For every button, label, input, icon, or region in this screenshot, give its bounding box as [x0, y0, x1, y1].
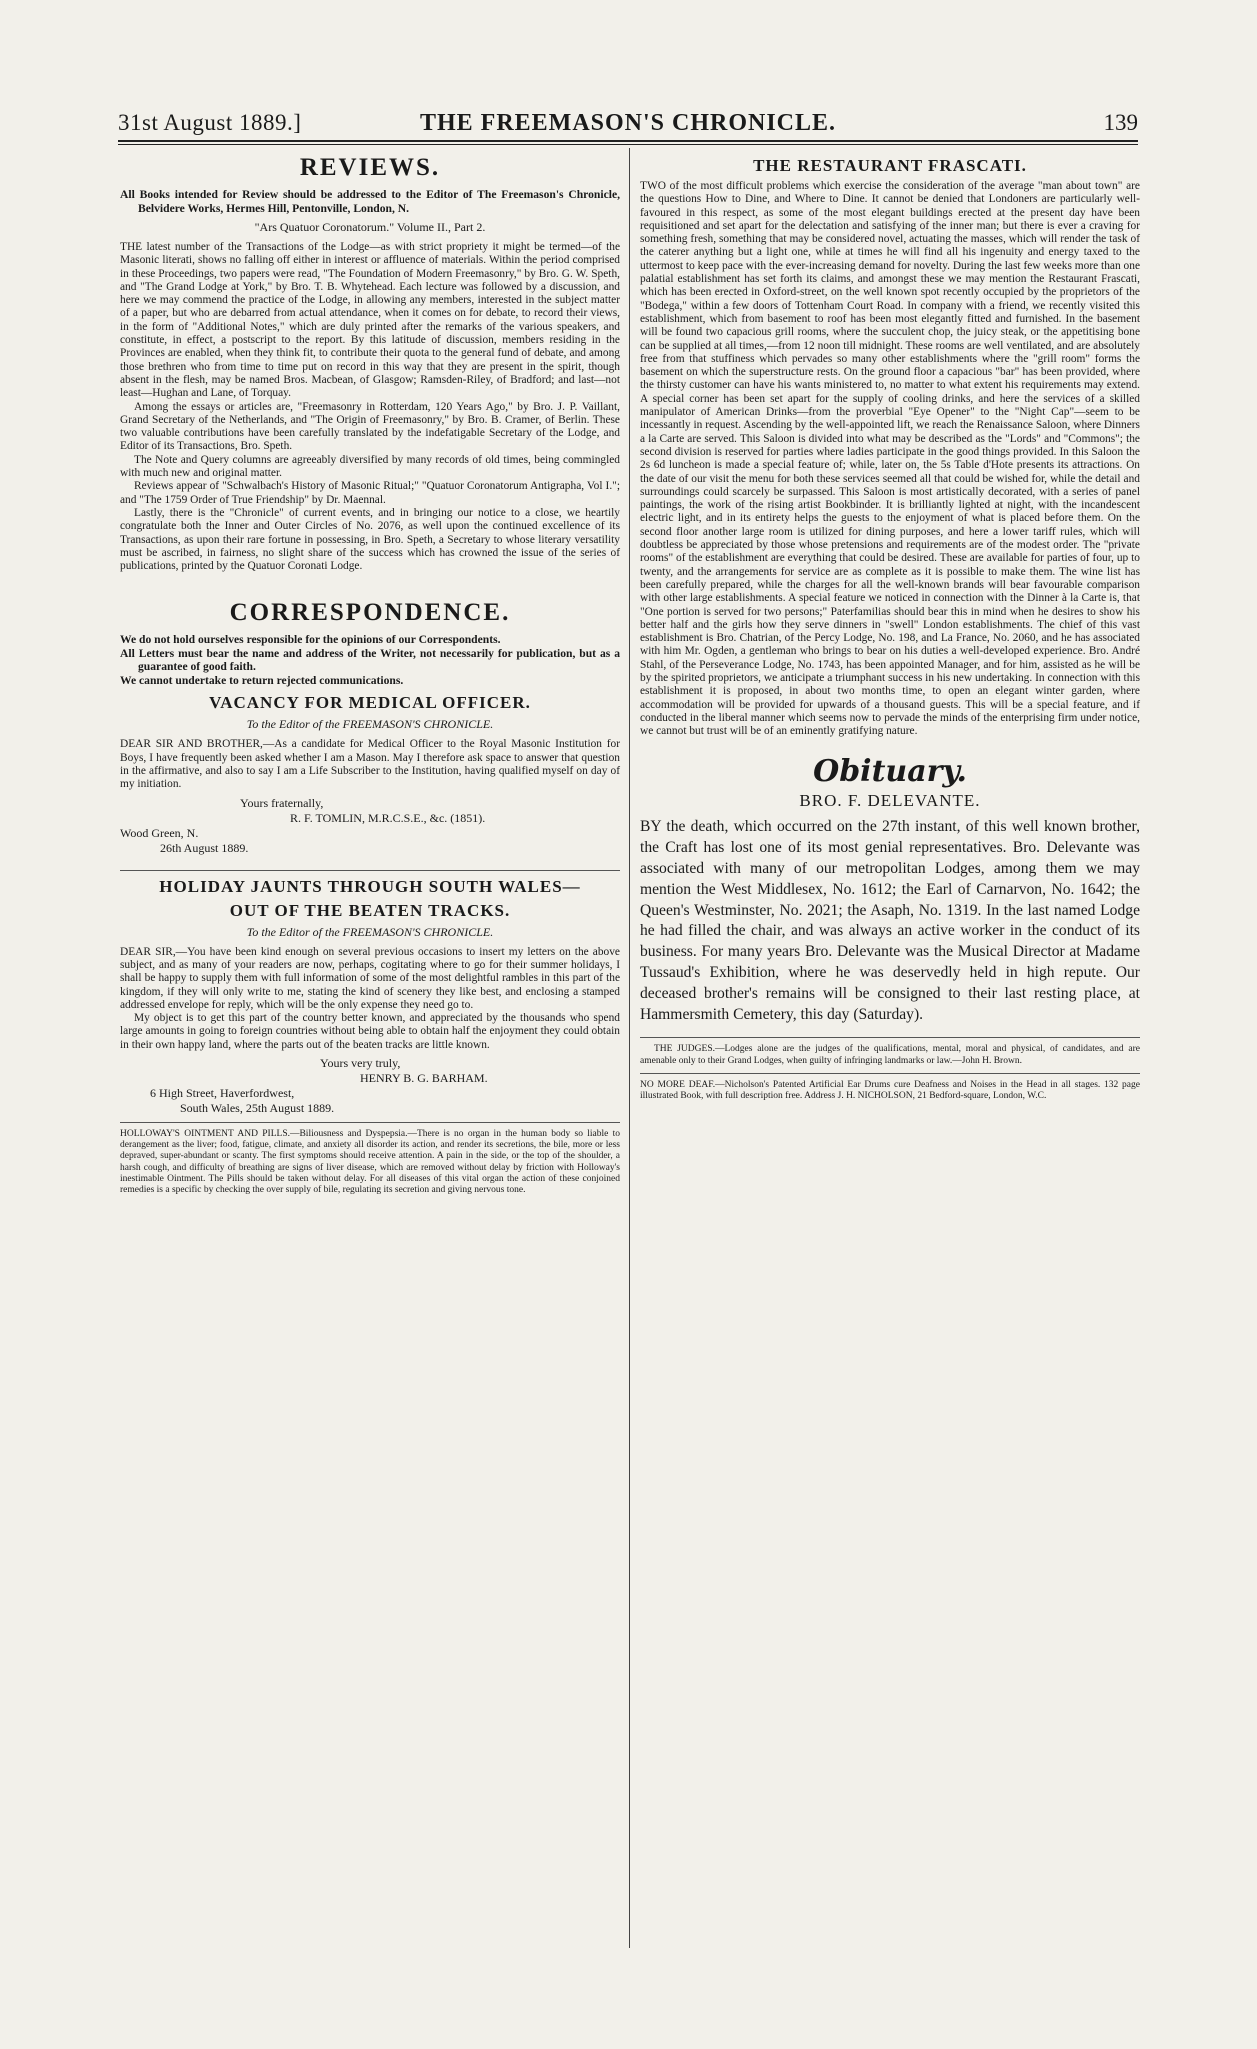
holiday-heading-line-1: HOLIDAY JAUNTS THROUGH SOUTH WALES— [159, 876, 581, 896]
correspondence-heading: CORRESPONDENCE. [229, 599, 511, 627]
section-divider [120, 870, 620, 871]
holiday-paragraph: My object is to get this part of the country better known, and appreciated by the thousands who spend large amounts in going to foreign countries without being able to obtain half the enjoyment they could obtain in their own happy land, where the parts out of the beaten tracks are little known. [120, 1012, 620, 1051]
vacancy-signature: R. F. TOMLIN, M.R.C.S.E., &c. (1851). [290, 810, 486, 825]
vacancy-letter [120, 693, 620, 855]
reviews-heading: REVIEWS. [299, 154, 441, 181]
header-rule-thin [118, 144, 1138, 145]
correspondence-section [120, 599, 620, 687]
obituary-heading: Obituary. [813, 754, 967, 790]
judges-note: THE JUDGES.—Lodges alone are the judges of the qualifications, mental, moral and physical, of candidates, and are amenable only to their Grand Lodges, when guilty of infringing landmarks or law.—John H. Brown. [640, 1044, 1140, 1066]
reviews-subtitle: "Ars Quatuor Coronatorum." Volume II., Part 2. [254, 220, 486, 234]
section-divider [120, 1122, 620, 1123]
obituary-body: BY the death, which occurred on the 27th instant, of this well known brother, the Craft has lost one of its most genial representatives. Bro. Delevante was associated with many of our metropolitan Lodges, among them we may mention the West Middlesex, No. 1612; the Earl of Carnarvon, No. 1642; the Queen's Westminster, No. 2021; the Asaph, No. 1319. In the last named Lodge he had filled the chair, and was always an active worker in the conduct of its business. For many years Bro. Delevante was the Musical Director at Madame Tussaud's Exhibition, where he was deservedly held in high repute. Our deceased brother's remains will be consigned to their last resting place, at Hammersmith Cemetery, this day (Saturday). [640, 818, 1140, 1023]
holiday-addressee: To the Editor of the FREEMASON'S CHRONICLE. [246, 924, 494, 939]
vacancy-addressee: To the Editor of the FREEMASON'S CHRONICLE. [246, 717, 494, 732]
masthead-title: THE FREEMASON'S CHRONICLE. [419, 110, 837, 136]
column-divider [629, 148, 630, 1948]
holiday-letter [120, 877, 620, 1116]
holiday-address-line-1: 6 High Street, Haverfordwest, [150, 1085, 295, 1100]
frascati-heading: THE RESTAURANT FRASCATI. [753, 156, 1027, 175]
vacancy-closing: Yours fraternally, [240, 795, 324, 810]
vacancy-heading: VACANCY FOR MEDICAL OFFICER. [209, 693, 531, 713]
correspondence-notice: All Letters must bear the name and address of the Writer, not necessarily for publication, but as a guarantee of good faith. [120, 646, 620, 674]
page-number: 139 [1103, 110, 1138, 135]
correspondence-notice: We do not hold ourselves responsible for the opinions of our Correspondents. [120, 633, 501, 647]
reviews-paragraph: Reviews appear of "Schwalbach's History of Masonic Ritual;" "Quatuor Coronatorum Antigrapha, Vol I."; and "The 1759 Order of True Friendship" by Dr. Maennal. [120, 480, 620, 506]
left-column [120, 150, 620, 1196]
holiday-signature: HENRY B. G. BARHAM. [360, 1070, 488, 1085]
vacancy-body: DEAR SIR AND BROTHER,—As a candidate for Medical Officer to the Royal Masonic Institution for Boys, I have frequently been asked whether I am a Mason. May I therefore ask space to answer that question in the affirmative, and also to say I am a Life Subscriber to the Institution, having qualified myself on day of my initiation. [120, 738, 620, 791]
holiday-heading-line-2: OUT OF THE BEATEN TRACKS. [229, 900, 511, 920]
reviews-paragraph: Lastly, there is the "Chronicle" of current events, and in bringing our notice to a close, we heartily congratulate both the Inner and Outer Circles of No. 2076, as well upon the continued excellence of its Transactions, as upon their rare fortune in possessing, in Bro. Speth, a Secretary to whose literary versatility must be ascribed, in fairness, no slight share of the success which has crowned the issue of the series of publications, printed by the Quatuor Coronati Lodge. [120, 506, 620, 573]
frascati-body: TWO of the most difficult problems which exercise the consideration of the average "man about town" are the questions How to Dine, and Where to Dine. It cannot be denied that Londoners are particularly well-favoured in this respect, as some of the most elegant buildings erected at the present day have been requisitioned and set apart for the delectation and satisfying of the inner man; but there is ever a craving for something fresh, something that may be considered novel, actuating the masses, which will render the task of the caterer anything but a light one, while at times he will find all his ingenuity and energy taxed to the uttermost to keep pace with the ever-increasing demand for novelty. During the last few weeks more than one palatial establishment has set forth its claims, and amongst these we may mention the Restaurant Frascati, which has been erected in Oxford-street, on the well known spot recently occupied by the proprietors of the "Bodega," within a few doors of Tottenham Court Road. In company with a friend, we recently visited this establishment, which from basement to roof has been most elegantly fitted and furnished. In the basement will be found two capacious grill rooms, where the succulent chop, the juicy steak, or the appetitising bone can be supplied at all times,—from 12 noon till midnight. These rooms are well ventilated, and are absolutely free from that stuffiness which pervades so many other establishments where the "grill room" forms the basement on which the superstructure rests. On the ground floor a capacious "bar" has been provided, where the thirsty customer can have his wants ministered to, no matter to what extent his requirements may extend. A special corner has been set apart for the supply of cooling drinks, and here the services of a skilled manipulator of American Drinks—from the proverbial "Eye Opener" to the "Night Cap"—seem to be incessantly in request. Ascending by the well-appointed lift, we reach the Renaissance Saloon, where Dinners a la Carte are served. This Saloon is divided into what may be described as the "Lords" and "Commons"; the second division is reserved for parties where ladies participate in the good things provided. In this Saloon the 2s 6d luncheon is made a special feature of; while, later on, the 5s Table d'Hote presents its attractions. On the date of our visit the menu for both these services seemed all that could be wished for, while the detail and surroundings could scarcely be surpassed. This Saloon is most artistically decorated, with a series of panel paintings, the work of the rising artist Bookbinder. It is brilliantly lighted at night, with the incandescent electric light, and in its entirety helps the guests to the enjoyment of what is placed before them. On the second floor another large room is utilized for dining purposes, and here a lower tariff rules, which will doubtless be appreciated by those whose pretensions and requirements are of the modest order. The "private rooms" of the establishment are everything that could be desired. These are available for parties of four, up to twenty, and the arrangements for service are as complete as it is possible to make them. The wine list has been carefully prepared, while the charges for all the well-known brands will bear favourable comparison with other large establishments. A special feature we noticed in connection with the Dinner à la Carte is, that "One portion is served for two persons;" Paterfamilias should bear this in mind when he desires to show his better half and the girls how they serve dinners in "swell" London establishments. The chief of this vast establishment is Bro. Chatrian, of the Percy Lodge, No. 198, and La France, No. 2060, and he has associated with him Mr. Ogden, a gentleman who brings to bear on his duties a well-developed experience. Bro. André Stahl, of the Perseverance Lodge, No. 1743, has been appointed Manager, and for him, assisted as he will be by the spirited proprietors, we anticipate a triumphant success in his new undertaking. In connection with this establishment it is proposed, in about two months time, to open an elegant winter garden, where accommodation will be provided for upwards of a thousand guests. This will be a special feature, and if conducted in the liberal manner which seems now to pervade the minds of the enterprising firm under notice, we cannot but trust will be of an eminently gratifying nature. [640, 180, 1140, 738]
obituary-section [640, 754, 1140, 1025]
ear-drums-advertisement: NO MORE DEAF.—Nicholson's Patented Artificial Ear Drums cure Deafness and Noises in the Head in all stages. 132 page illustrated Book, with full description free. Address J. H. NICHOLSON, 21 Bedford-square, London, W.C. [640, 1079, 1140, 1102]
holloway-advertisement: HOLLOWAY'S OINTMENT AND PILLS.—Biliousness and Dyspepsia.—There is no organ in the human body so liable to derangement as the liver; food, fatigue, climate, and anxiety all disorder its action, and render its secretions, the bile, more or less depraved, super-abundant or scanty. The first symptoms should receive attention. A pain in the side, or the top of the shoulder, a harsh cough, and difficulty of breathing are signs of liver disease, which are removed without delay by friction with Holloway's inestimable Ointment. The Pills should be taken without delay. For all diseases of this vital organ the action of these conjoined remedies is a specific by checking the over supply of bile, regulating its secretion and giving nervous tone. [120, 1128, 620, 1195]
vacancy-place: Wood Green, N. [120, 825, 199, 840]
holiday-paragraph: DEAR SIR,—You have been kind enough on several previous occasions to insert my letters on the above subject, and as many of your readers are now, perhaps, cogitating where to go for their summer holidays, I shall be happy to supply them with full information of some of the most delightful rambles in this part of the kingdom, if they will only write to me, stating the kind of scenery they like best, and enclosing a stamped addressed envelope for reply, which will be the only expense they need go to. [120, 945, 620, 1011]
obituary-subheading: BRO. F. DELEVANTE. [799, 791, 981, 811]
reviews-section [120, 154, 620, 573]
header-rule [118, 140, 1138, 142]
correspondence-notice: We cannot undertake to return rejected communications. [120, 673, 404, 687]
frascati-article [640, 156, 1140, 738]
holiday-closing: Yours very truly, [320, 1055, 401, 1070]
section-divider [640, 1037, 1140, 1038]
holiday-address-line-2: South Wales, 25th August 1889. [180, 1100, 335, 1115]
vacancy-date: 26th August 1889. [160, 840, 249, 855]
reviews-paragraph: THE latest number of the Transactions of the Lodge—as with strict propriety it might be termed—of the Masonic literati, shows no falling off either in interest or affluence of materials. Within the period comprised in these Proceedings, two papers were read, "The Foundation of Modern Freemasonry," by Bro. G. W. Speth, and "The Grand Lodge at York," by Bro. T. B. Whytehead. Each lecture was followed by a discussion, and here we may commend the practice of the Lodge, in allowing any members, interested in the subject matter of a paper, but who are debarred from actual attendance, when it comes on for debate, to record their views, in the form of "Additional Notes," which are duly printed after the remarks of the various speakers, and constitute, in effect, a postscript to the report. By this latitude of discussion, members residing in the Provinces are enabled, when they think fit, to contribute their quota to the general fund of debate, and among those brethren who from time to time put on record in this way that they are present in the spirit, though absent in the flesh, may be named Bros. Macbean, of Glasgow; Ramsden-Riley, of Bradford; and last—not least—Hughan and Lane, of Torquay. [120, 241, 620, 400]
section-divider [640, 1073, 1140, 1074]
page-header [118, 110, 1138, 136]
reviews-paragraph: Among the essays or articles are, "Freemasonry in Rotterdam, 120 Years Ago," by Bro. J. P. Vaillant, Grand Secretary of the Netherlands, and "The Origin of Freemasonry," by Bro. B. Cramer, of Berlin. These two valuable contributions have been carefully translated by the indefatigable Secretary of the Lodge, and Editor of its Transactions, Bro. Speth. [120, 400, 620, 453]
reviews-notice: All Books intended for Review should be addressed to the Editor of The Freemason's Chronicle, Belvidere Works, Hermes Hill, Pentonville, London, N. [120, 188, 620, 215]
issue-date: 31st August 1889.] [118, 110, 302, 135]
reviews-paragraph: The Note and Query columns are agreeably diversified by many records of old times, being commingled with much new and original matter. [120, 453, 620, 480]
right-column [640, 150, 1140, 1102]
